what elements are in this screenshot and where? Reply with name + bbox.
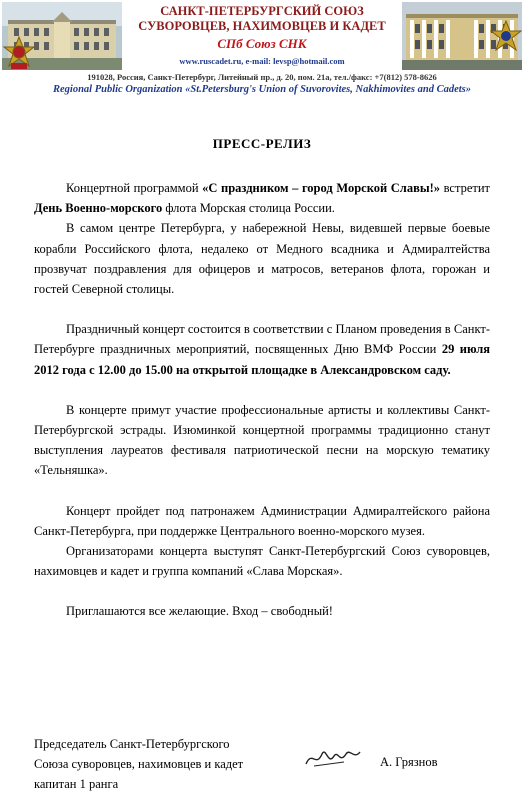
p1-text-a: Концертной программой bbox=[66, 181, 203, 195]
contact-line: www.ruscadet.ru, e-mail: levsp@hotmail.com bbox=[179, 56, 345, 66]
paragraph-7: Приглашаются все желающие. Вход – свободный! bbox=[66, 604, 333, 619]
org-abbreviation: СПб Союз СНК bbox=[217, 36, 307, 51]
org-name-line2: СУВОРОВЦЕВ, НАХИМОВЦЕВ И КАДЕТ bbox=[138, 19, 386, 33]
signature-title-line2: Союза суворовцев, нахимовцев и кадет bbox=[34, 757, 244, 771]
org-english-name: Regional Public Organization «St.Petersburg's Union of Suvorovites, Nakhimovites and Cadets» bbox=[52, 84, 471, 95]
handwritten-signature bbox=[304, 742, 364, 772]
letterhead bbox=[0, 0, 524, 102]
paragraph-1 bbox=[34, 178, 490, 218]
address-line: 191028, Россия, Санкт-Петербург, Литейный пр., д. 20, пом. 21а, тел./факс: +7(812) 578-8626 bbox=[87, 72, 437, 82]
crest-emblem-icon bbox=[490, 20, 522, 54]
paragraph-2: В самом центре Петербурга, у набережной Невы, видевшей первые боевые корабли Российского флота, недалеко от Медного всадника и Адмиралтейства прозвучат поздравления для офицеров и матросов, ветеранов флота, горожан и гостей Северной столицы. bbox=[34, 221, 490, 297]
paragraph-3 bbox=[34, 319, 490, 380]
signature-rank: капитан 1 ранга bbox=[34, 777, 119, 791]
signatory-name: А. Грязнов bbox=[380, 755, 438, 769]
p3-date-venue: 29 июля 2012 года с 12.00 до 15.00 на открытой площадке в Александровском саду. bbox=[34, 342, 491, 377]
signature-title-line1: Председатель Санкт-Петербургского bbox=[34, 737, 230, 751]
p3-text-a: Праздничный концерт состоится в соответствии с Планом проведения в Санкт-Петербурге праздничных мероприятий, посвященных Дню ВМФ России bbox=[34, 322, 490, 357]
document-heading: ПРЕСС-РЕЛИЗ bbox=[212, 136, 312, 151]
paragraph-4: В концерте примут участие профессиональные артисты и коллективы Санкт-Петербургской эстрады. Изюминкой концертной программы традиционно станут выступления лауреатов фестиваля патриотической песни на морскую тематику «Тельняшка». bbox=[34, 402, 490, 478]
org-name-line1: САНКТ-ПЕТЕРБУРГСКИЙ СОЮЗ bbox=[160, 4, 364, 18]
document-body bbox=[34, 178, 490, 622]
p1-holiday-name: День Военно-морского bbox=[34, 201, 163, 216]
p1-text-e: флота Морская столица России. bbox=[162, 201, 335, 216]
paragraph-5: Концерт пройдет под патронажем Администрации Адмиралтейского района Санкт-Петербурга, при поддержке Центрального военно-морского музея. bbox=[34, 503, 490, 538]
p1-text-c: встретит bbox=[440, 181, 490, 195]
crest-emblem-icon bbox=[2, 36, 36, 70]
p1-program-title: «С праздником – город Морской Славы!» bbox=[202, 181, 440, 195]
paragraph-6: Организаторами концерта выступят Санкт-Петербургский Союз суворовцев, нахимовцев и кадет и группа компаний «Слава Морская». bbox=[34, 544, 490, 579]
